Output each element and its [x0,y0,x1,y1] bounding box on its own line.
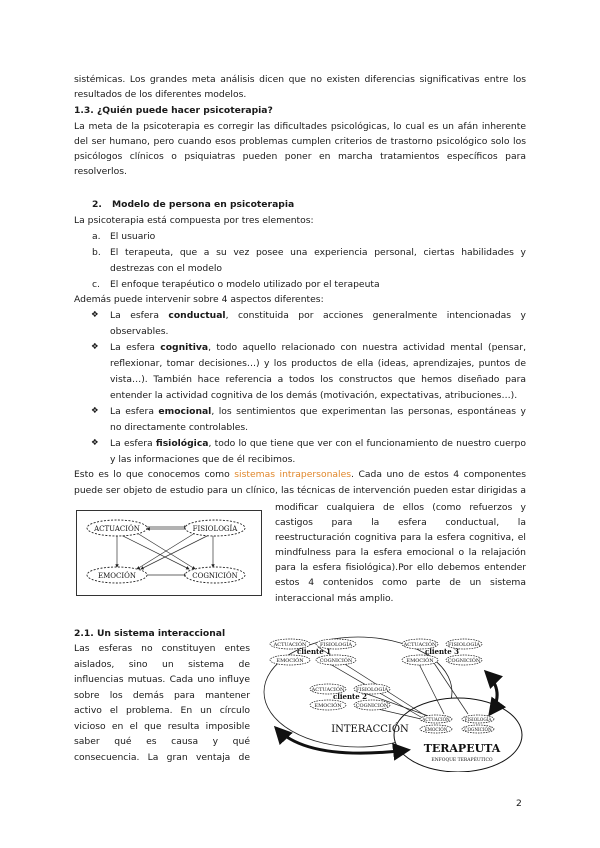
side-line: reestructuración cognitiva para la esfera cognitiva, el [275,532,526,543]
section-2-1-line: consecuencia. La gran ventaja de [74,752,250,763]
c3-cognicion: COGNICIÓN [447,658,481,664]
c2-fisiologia: FISIOLOGÍA [356,687,388,693]
list-item: El terapeuta, que a su vez posee una experiencia personal, ciertas habilidades y [110,247,526,258]
side-line: estos 4 contenidos como parte de un sistema [275,577,526,588]
c1-fisiologia: FISIOLOGÍA [320,642,352,648]
cliente-1-label: cliente 1 [296,647,332,656]
node-cognicion: COGNICIÓN [192,572,238,580]
bullet-diamond-icon: ❖ [91,342,99,352]
node-actuacion: ACTUACIÓN [94,525,140,533]
side-line: castigos para la esfera conductual, la [275,517,526,528]
highlight-sistemas-intrapersonales: sistemas intrapersonales [234,469,352,480]
t-emocion: EMOCIÓN [424,727,448,732]
section-2-1-line: saber qué es causa y qué [74,736,250,747]
c2-actuacion: ACTUACIÓN [311,687,345,693]
c3-fisiologia: FISIOLOGÍA [448,642,480,648]
c2-emocion: EMOCIÓN [314,703,342,709]
aspects-intro: Además puede intervenir sobre 4 aspectos diferentes: [74,294,324,305]
c1-emocion: EMOCIÓN [276,658,304,664]
bullet-line: y las informaciones que de él recibimos. [110,454,296,465]
c1-cognicion: COGNICIÓN [319,658,353,664]
c3-emocion: EMOCIÓN [406,658,434,664]
section-2-1-line: Las esferas no constituyen entes [74,643,250,654]
techniques-line: puede ser objeto de estudio para un clínico, las técnicas de intervención pueden estar dirigidas a [74,485,526,496]
section-2-intro: La psicoterapia está compuesta por tres elementos: [74,215,314,226]
bullet-line: observables. [110,326,169,337]
section-1-3-line: psicólogos clínicos o psiquiatras pueden poner en marcha tratamientos específicos para [74,151,526,162]
section-1-3-line: resolverlos. [74,166,127,177]
terapeuta-label: TERAPEUTA [423,742,501,755]
page-number: 2 [516,798,522,809]
t-fisiologia: FISIOLOGÍA [464,717,492,722]
bullet-diamond-icon: ❖ [91,438,99,448]
four-spheres-diagram [76,510,262,596]
list-marker: a. [92,231,101,242]
cliente-2-label: cliente 2 [332,692,368,701]
interaccion-label: INTERACCIÓN [331,724,409,735]
list-marker: b. [92,247,101,258]
node-fisiologia: FISIOLOGÍA [192,525,238,533]
intro-line-1: sistémicas. Los grandes meta análisis dicen que no existen diferencias significativas entre los [74,74,526,85]
bullet-diamond-icon: ❖ [91,406,99,416]
intro-line-2: resultados de los diferentes modelos. [74,89,247,100]
intrapersonal-line: Esto es lo que conocemos como sistemas intrapersonales. Cada uno de estos 4 componentes [74,469,526,480]
section-2-1-line: vicioso en el que resulta imposible [74,721,250,732]
c2-cognicion: COGNICIÓN [355,703,389,709]
bullet-line: vista…). También hace referencia a todos los constructos que hemos diseñado para [110,374,526,385]
list-item: destrezas con el modelo [110,263,223,274]
cliente-3-label: cliente 3 [424,647,460,656]
section-1-3-heading: 1.3. ¿Quién puede hacer psicoterapia? [74,105,273,116]
bullet-line: entender la actividad cognitiva de los demás (motivación, expectativas, atribuciones…). [110,390,518,401]
section-2-1-line: influencias mutuas. Cada uno influye [74,674,250,685]
section-2-1-line: aislados, sino un sistema de [74,659,250,670]
side-line: mindfulness para la esfera emocional o la relajación [275,547,526,558]
section-2-1-line: sobre los demás para mantener [74,690,250,701]
t-cognicion: COGNICIÓN [464,727,492,732]
section-1-3-line: La meta de la psicoterapia es corregir las dificultades psicológicas, lo cual es un afán inherente [74,121,526,132]
bullet-fisiologica: La esfera fisiológica, todo lo que tiene que ver con el funcionamiento de nuestro cuerpo [110,438,526,449]
side-line: para la esfera fisiológica).Por ello debemos entender [275,562,526,573]
node-emocion: EMOCIÓN [97,572,137,580]
section-1-3-line: del ser humano, pero cuando esos problemas cumplen criterios de trastorno psicológico solo los [74,136,526,147]
bullet-emocional: La esfera emocional, los sentimientos que experimentan las personas, espontáneas y [110,406,526,417]
enfoque-label: ENFOQUE TERAPÉUTICO [431,758,493,763]
list-marker: c. [92,279,100,290]
bullet-conductual: La esfera conductual, constituida por acciones generalmente intencionadas y [110,310,526,321]
t-actuacion: ACTUACIÓN [422,717,450,722]
section-2-1-line: activo el problema. En un círculo [74,705,250,716]
interaction-diagram [258,622,528,772]
list-item: El usuario [110,231,156,242]
bullet-line: no directamente controlables. [110,422,249,433]
side-line: interaccional más amplio. [275,593,394,604]
list-item: El enfoque terapéutico o modelo utilizado por el terapeuta [110,279,380,290]
bullet-line: reflexionar, tomar decisiones…) y los productos de ella (ideas, aprendizajes, puntos de [110,358,526,369]
c1-actuacion: ACTUACIÓN [273,642,307,648]
side-line: modificar cualquiera de ellos (como refuerzos y [275,502,526,513]
c3-actuacion: ACTUACIÓN [403,642,437,648]
bullet-diamond-icon: ❖ [91,310,99,320]
bullet-cognitiva: La esfera cognitiva, todo aquello relacionado con nuestra actividad mental (pensar, [110,342,527,353]
section-2-heading: Modelo de persona en psicoterapia [112,199,295,210]
section-2-number: 2. [92,199,102,210]
section-2-1-heading: 2.1. Un sistema interaccional [74,628,226,639]
